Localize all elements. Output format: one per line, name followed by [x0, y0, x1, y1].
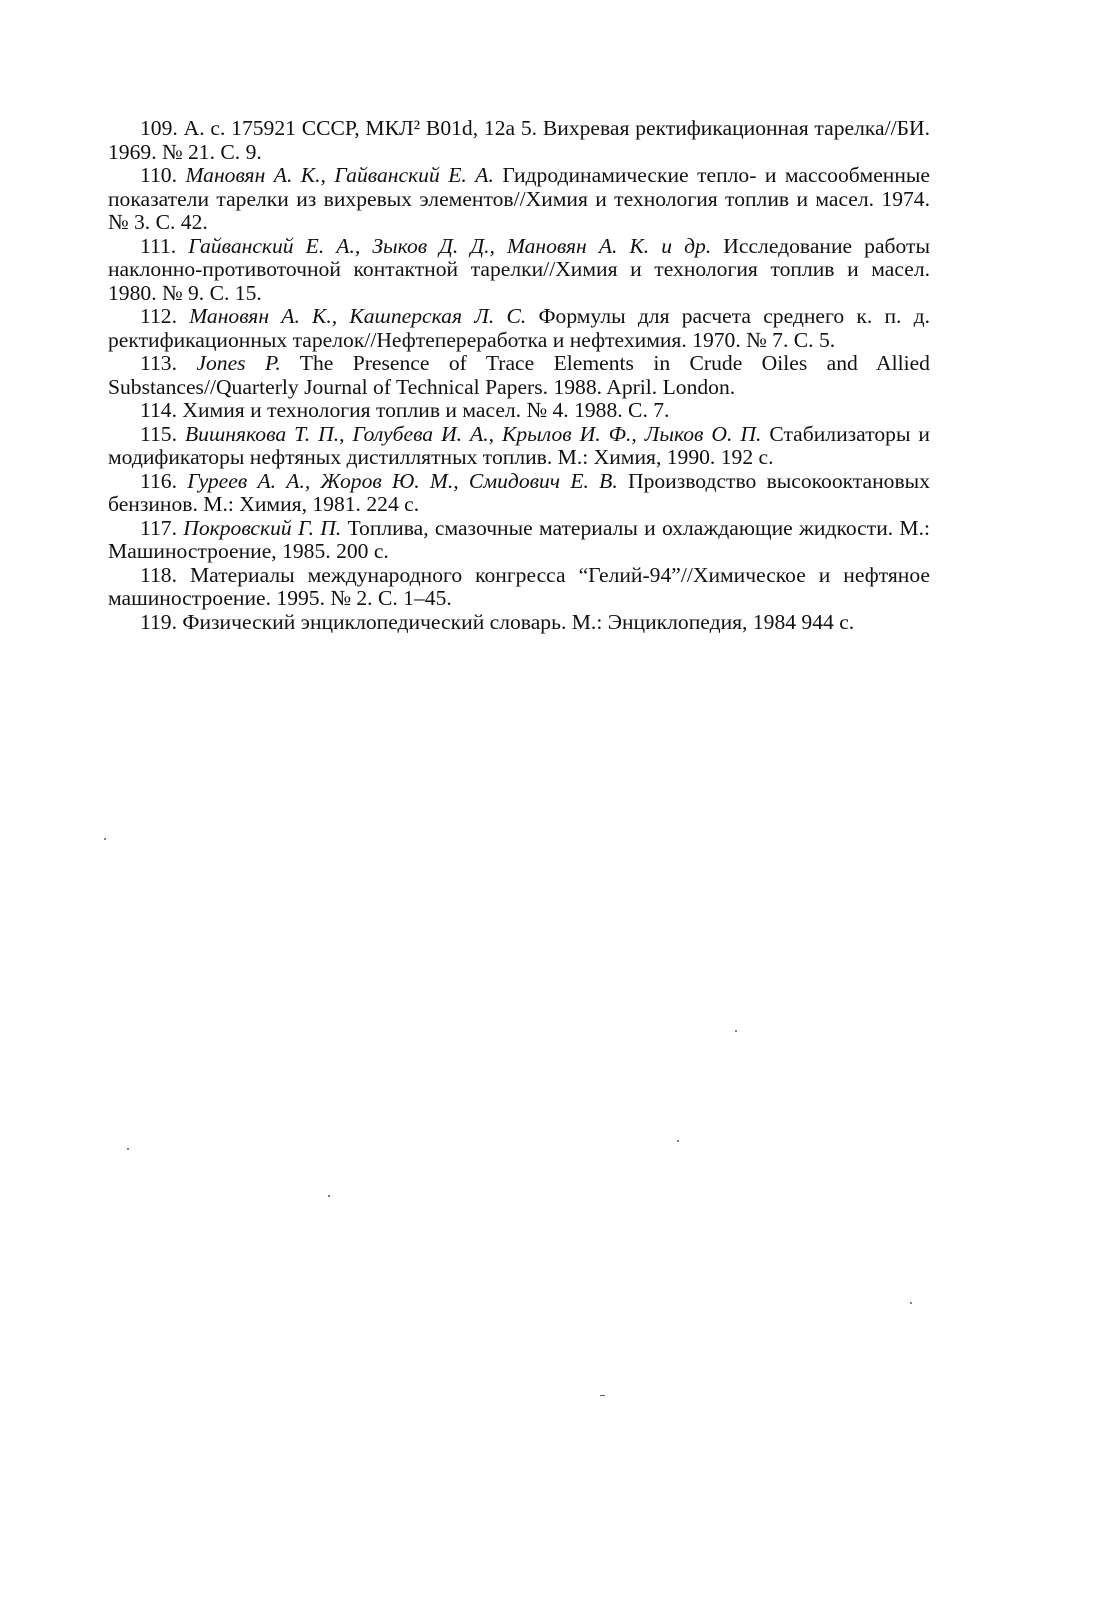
reference-text: Формулы для расчета среднего к. п. д. ректификационных тарелок//Нефтепереработка и нефтехимия. 1970. № 7. С. 5. — [108, 304, 930, 352]
reference-text: Исследование работы наклонно-противоточной контактной тарелки//Химия и технология топлив и масел. 1980. № 9. С. 15. — [108, 233, 930, 305]
reference-text: Физический энциклопедический словарь. М.: Энциклопедия, 1984 944 с. — [182, 609, 855, 634]
reference-item — [108, 470, 930, 517]
scan-speck — [910, 1302, 912, 1304]
reference-text: Материалы международного конгресса “Гелий-94”//Химическое и нефтяное машиностроение. 1995. № 2. С. 1–45. — [108, 562, 930, 610]
reference-authors: Вишнякова Т. П., Голубева И. А., Крылов И. Ф., Лыков О. П. — [184, 421, 762, 446]
reference-text: Гидродинамические тепло- и массообменные показатели тарелки из вихревых элементов//Химия и технология топлив и масел. 1974. № 3. С. 42. — [108, 163, 930, 234]
scan-speck — [127, 1148, 129, 1150]
scan-speck — [677, 1140, 679, 1142]
reference-item — [108, 164, 930, 235]
reference-authors: Jones P. — [196, 351, 281, 375]
reference-number: 117. — [140, 515, 177, 540]
reference-text: Топлива, смазочные материалы и охлаждающие жидкости. М.: Машиностроение, 1985. 200 с. — [108, 515, 930, 563]
reference-authors: Гуреев А. А., Жоров Ю. М., Смидович Е. В. — [187, 468, 618, 493]
reference-text: Химия и технология топлив и масел. № 4. 1988. С. 7. — [182, 398, 670, 422]
reference-item — [108, 305, 930, 352]
reference-authors: Мановян А. К., Кашперская Л. С. — [189, 304, 527, 328]
reference-number: 115. — [140, 421, 177, 446]
reference-number: 112. — [140, 304, 177, 328]
reference-number: 118. — [140, 562, 177, 587]
reference-item — [108, 517, 930, 564]
scan-speck — [104, 838, 106, 840]
reference-item — [108, 117, 930, 164]
reference-number: 114. — [140, 398, 177, 422]
reference-item — [108, 611, 930, 635]
reference-number: 119. — [140, 609, 177, 634]
reference-number: 110. — [140, 163, 177, 187]
reference-item — [108, 564, 930, 611]
reference-authors: Покровский Г. П. — [183, 515, 342, 540]
scan-speck — [328, 1195, 330, 1197]
reference-item — [108, 399, 930, 423]
reference-authors: Мановян А. К., Гайванский Е. А. — [185, 163, 494, 187]
reference-item — [108, 423, 930, 470]
reference-number: 111. — [140, 233, 177, 258]
reference-item — [108, 235, 930, 306]
reference-number: 113. — [140, 351, 177, 375]
reference-text: The Presence of Trace Elements in Crude Oiles and Allied Substances//Quarterly Journal of Technical Papers. 1988. April. London. — [108, 351, 930, 399]
reference-number: 109. — [140, 116, 178, 140]
reference-list — [108, 117, 930, 634]
reference-text: А. с. 175921 СССР, МКЛ² B01d, 12а 5. Вихревая ректификационная тарелка//БИ. 1969. № 21. С. 9. — [108, 116, 930, 164]
reference-text: Производство высокооктановых бензинов. М.: Химия, 1981. 224 с. — [108, 468, 930, 516]
scan-speck — [600, 1395, 605, 1396]
reference-number: 116. — [140, 468, 177, 493]
reference-authors: Гайванский Е. А., Зыков Д. Д., Мановян А. К. и др. — [188, 233, 712, 258]
reference-text: Стабилизаторы и модификаторы нефтяных дистиллятных топлив. М.: Химия, 1990. 192 с. — [108, 421, 930, 469]
scan-speck — [735, 1030, 737, 1032]
reference-item — [108, 352, 930, 399]
